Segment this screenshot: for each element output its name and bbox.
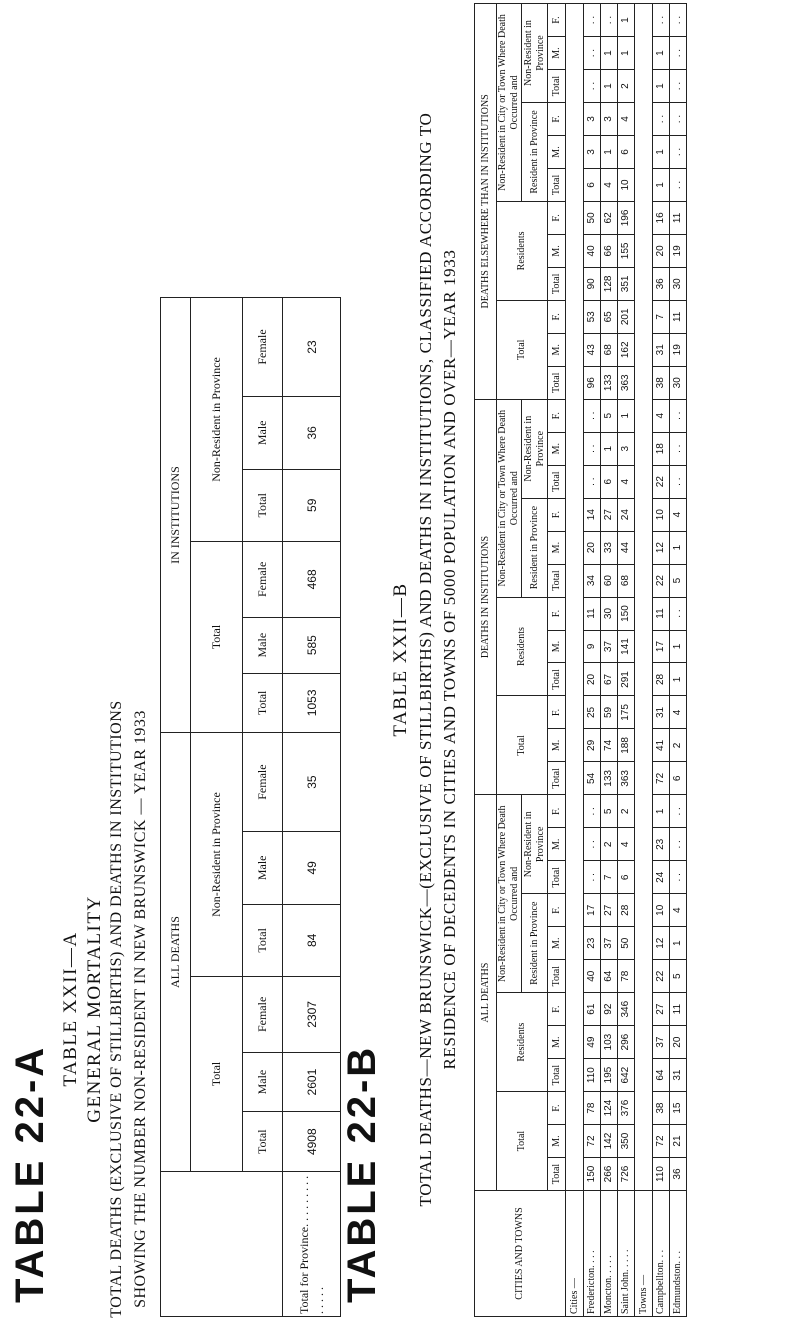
value-cell: 28 — [618, 894, 635, 927]
value-cell: 30 — [670, 267, 687, 300]
value-cell: 162 — [618, 333, 635, 366]
col-total: Total — [548, 960, 566, 993]
value-cell: 2 — [601, 828, 618, 861]
value-cell: 35 — [283, 733, 341, 832]
value-cell: 59 — [601, 696, 618, 729]
value-cell: . . — [670, 399, 687, 432]
value-cell: 351 — [618, 267, 635, 300]
value-cell: . . — [601, 4, 618, 37]
value-cell: 5 — [670, 960, 687, 993]
value-cell: 14 — [584, 498, 601, 531]
value-cell: . . — [584, 795, 601, 828]
col-m: M. — [548, 729, 566, 762]
value-cell: 29 — [584, 729, 601, 762]
value-cell: 6 — [618, 136, 635, 169]
value-cell: 4 — [670, 696, 687, 729]
value-cell: 2 — [618, 70, 635, 103]
col-f: F. — [548, 597, 566, 630]
value-cell: 6 — [670, 762, 687, 795]
value-cell: 11 — [653, 597, 670, 630]
value-cell: 1 — [653, 795, 670, 828]
value-cell: . . — [670, 4, 687, 37]
value-cell: 133 — [601, 762, 618, 795]
value-cell: 27 — [601, 498, 618, 531]
value-cell: 19 — [670, 234, 687, 267]
value-cell: . . — [584, 37, 601, 70]
value-cell: . . — [584, 432, 601, 465]
value-cell: 90 — [584, 267, 601, 300]
sub-total: Total — [497, 696, 548, 795]
value-cell: 5 — [670, 564, 687, 597]
col-male: Male — [243, 832, 283, 905]
value-cell: 20 — [584, 531, 601, 564]
value-cell: 1 — [653, 136, 670, 169]
value-cell: 34 — [584, 564, 601, 597]
value-cell: 1 — [653, 70, 670, 103]
table-b-group-institutions: DEATHS IN INSTITUTIONS — [475, 399, 497, 795]
value-cell: 49 — [584, 1026, 601, 1059]
col-f: F. — [548, 696, 566, 729]
value-cell: 291 — [618, 663, 635, 696]
col-total: Total — [548, 1059, 566, 1092]
value-cell: 5 — [601, 795, 618, 828]
value-cell: 30 — [670, 366, 687, 399]
value-cell: 36 — [670, 1158, 687, 1191]
value-cell: 20 — [584, 663, 601, 696]
value-cell: . . — [670, 103, 687, 136]
value-cell: . . — [670, 861, 687, 894]
value-cell: 10 — [653, 894, 670, 927]
value-cell: 20 — [670, 1026, 687, 1059]
table-a-stub-header — [161, 1172, 283, 1317]
value-cell: 4 — [618, 103, 635, 136]
col-m: M. — [548, 37, 566, 70]
value-cell: 72 — [584, 1125, 601, 1158]
value-cell: 1 — [601, 37, 618, 70]
value-cell: 78 — [584, 1092, 601, 1125]
value-cell: 19 — [670, 333, 687, 366]
sub-resident-province: Resident in Province — [522, 894, 548, 993]
col-total: Total — [548, 861, 566, 894]
value-cell: 6 — [601, 465, 618, 498]
value-cell: 6 — [618, 861, 635, 894]
spacer — [635, 4, 653, 1191]
value-cell: . . — [670, 795, 687, 828]
table-row — [618, 4, 635, 1317]
value-cell: 4 — [670, 498, 687, 531]
value-cell: 22 — [653, 960, 670, 993]
col-total: Total — [243, 469, 283, 541]
col-total: Total — [548, 762, 566, 795]
value-cell: 38 — [653, 1092, 670, 1125]
table-b-caption-3: RESIDENCE OF DECEDENTS IN CITIES AND TOWNS OF 5000 POPULATION AND OVER—YEAR 1933 — [440, 249, 459, 1070]
value-cell: 37 — [601, 927, 618, 960]
value-cell: 11 — [670, 993, 687, 1026]
sub-resident-province: Resident in Province — [522, 498, 548, 597]
value-cell: 1 — [618, 4, 635, 37]
spacer — [566, 4, 584, 1191]
value-cell: 27 — [653, 993, 670, 1026]
value-cell: 4 — [618, 828, 635, 861]
value-cell: 37 — [653, 1026, 670, 1059]
table-a-all-nonresident: Non-Resident in Province — [191, 733, 243, 977]
value-cell: 23 — [283, 298, 341, 397]
col-total: Total — [548, 1158, 566, 1191]
value-cell: 61 — [584, 993, 601, 1026]
value-cell: 60 — [601, 564, 618, 597]
value-cell: . . — [670, 37, 687, 70]
value-cell: 27 — [601, 894, 618, 927]
value-cell: 103 — [601, 1026, 618, 1059]
value-cell: 1 — [601, 136, 618, 169]
value-cell: 64 — [601, 960, 618, 993]
value-cell: 84 — [283, 904, 341, 976]
value-cell: 65 — [601, 300, 618, 333]
value-cell: 4 — [601, 168, 618, 201]
value-cell: 43 — [584, 333, 601, 366]
col-total: Total — [243, 673, 283, 733]
sub-nonresident-province: Non-Resident in Province — [522, 399, 548, 498]
value-cell: 188 — [618, 729, 635, 762]
value-cell: 59 — [283, 469, 341, 541]
value-cell: 3 — [601, 103, 618, 136]
table-b-column-headers — [548, 4, 566, 1317]
value-cell: 4 — [618, 465, 635, 498]
col-female: Female — [243, 733, 283, 832]
value-cell: 124 — [601, 1092, 618, 1125]
row-label: Campbellton. . . — [653, 1191, 670, 1317]
value-cell: . . — [670, 136, 687, 169]
col-f: F. — [548, 993, 566, 1026]
col-total: Total — [548, 168, 566, 201]
row-label: Fredericton. . . . — [584, 1191, 601, 1317]
value-cell: 10 — [653, 498, 670, 531]
value-cell: 3 — [584, 103, 601, 136]
table-a-group-institutions: IN INSTITUTIONS — [161, 298, 191, 733]
value-cell: 6 — [584, 168, 601, 201]
value-cell: 78 — [618, 960, 635, 993]
value-cell: 67 — [601, 663, 618, 696]
value-cell: 31 — [653, 696, 670, 729]
value-cell: 3 — [618, 432, 635, 465]
col-m: M. — [548, 828, 566, 861]
table-row — [584, 4, 601, 1317]
col-total: Total — [548, 465, 566, 498]
value-cell: 346 — [618, 993, 635, 1026]
value-cell: 12 — [653, 927, 670, 960]
table-b-badge: TABLE 22-B — [340, 1044, 384, 1303]
value-cell: . . — [653, 103, 670, 136]
table-a-caption-3: TOTAL DEATHS (EXCLUSIVE OF STILLBIRTHS) AND DEATHS IN INSTITUTIONS — [108, 700, 125, 1318]
value-cell: . . — [584, 399, 601, 432]
value-cell: 62 — [601, 201, 618, 234]
col-m: M. — [548, 1125, 566, 1158]
table-row — [601, 4, 618, 1317]
sub-nonresident-province: Non-Resident in Province — [522, 795, 548, 894]
value-cell: 5 — [601, 399, 618, 432]
sub-residents: Residents — [497, 201, 548, 300]
value-cell: 150 — [618, 597, 635, 630]
col-f: F. — [548, 795, 566, 828]
value-cell: . . — [670, 465, 687, 498]
sub-total: Total — [497, 300, 548, 399]
value-cell: 1 — [670, 663, 687, 696]
table-a-badge: TABLE 22-A — [8, 1044, 52, 1303]
value-cell: 1 — [670, 927, 687, 960]
col-female: Female — [243, 298, 283, 397]
col-total: Total — [548, 663, 566, 696]
table-a — [160, 297, 341, 1317]
value-cell: 363 — [618, 366, 635, 399]
value-cell: 2601 — [283, 1052, 341, 1112]
value-cell: 68 — [618, 564, 635, 597]
value-cell: 1 — [670, 630, 687, 663]
value-cell: 28 — [653, 663, 670, 696]
table-b-caption-2: TOTAL DEATHS—NEW BRUNSWICK—(EXCLUSIVE OF STILLBIRTHS) AND DEATHS IN INSTITUTIONS, CLASSIFIED ACCORDING TO — [416, 112, 435, 1207]
value-cell: 21 — [670, 1125, 687, 1158]
value-cell: 726 — [618, 1158, 635, 1191]
table-row — [670, 4, 687, 1317]
value-cell: 201 — [618, 300, 635, 333]
value-cell: 25 — [584, 696, 601, 729]
value-cell: 36 — [653, 267, 670, 300]
value-cell: 155 — [618, 234, 635, 267]
value-cell: 142 — [601, 1125, 618, 1158]
col-m: M. — [548, 927, 566, 960]
value-cell: 30 — [601, 597, 618, 630]
value-cell: 141 — [618, 630, 635, 663]
value-cell: 66 — [601, 234, 618, 267]
col-female: Female — [243, 541, 283, 617]
col-m: M. — [548, 234, 566, 267]
value-cell: 74 — [601, 729, 618, 762]
value-cell: 110 — [653, 1158, 670, 1191]
value-cell: 11 — [584, 597, 601, 630]
value-cell: 9 — [584, 630, 601, 663]
value-cell: 16 — [653, 201, 670, 234]
value-cell: 195 — [601, 1059, 618, 1092]
sub-nonresident-city: Non-Resident in City or Town Where Death Occurred and — [497, 795, 522, 993]
group-label-cities: Cities — — [566, 1191, 584, 1317]
table-b-group-elsewhere: DEATHS ELSEWHERE THAN IN INSTITUTIONS — [475, 4, 497, 400]
value-cell: 44 — [618, 531, 635, 564]
table-a-caption-2: GENERAL MORTALITY — [84, 895, 105, 1123]
value-cell: 24 — [653, 861, 670, 894]
value-cell: . . — [670, 597, 687, 630]
col-f: F. — [548, 103, 566, 136]
sub-nonresident-city: Non-Resident in City or Town Where Death Occurred and — [497, 399, 522, 597]
value-cell: 642 — [618, 1059, 635, 1092]
col-total: Total — [243, 904, 283, 976]
value-cell: 7 — [653, 300, 670, 333]
value-cell: 11 — [670, 201, 687, 234]
value-cell: 96 — [584, 366, 601, 399]
value-cell: 38 — [653, 366, 670, 399]
table-b — [474, 3, 687, 1317]
value-cell: 18 — [653, 432, 670, 465]
value-cell: 1 — [618, 37, 635, 70]
table-a-inst-total: Total — [191, 541, 243, 732]
value-cell: . . — [584, 861, 601, 894]
value-cell: 53 — [584, 300, 601, 333]
value-cell: 4 — [670, 894, 687, 927]
value-cell: 7 — [601, 861, 618, 894]
value-cell: 468 — [283, 541, 341, 617]
value-cell: 31 — [653, 333, 670, 366]
value-cell: 40 — [584, 960, 601, 993]
col-f: F. — [548, 399, 566, 432]
value-cell: 50 — [584, 201, 601, 234]
value-cell: 150 — [584, 1158, 601, 1191]
value-cell: 3 — [584, 136, 601, 169]
value-cell: 12 — [653, 531, 670, 564]
col-male: Male — [243, 1052, 283, 1112]
value-cell: 40 — [584, 234, 601, 267]
value-cell: 1 — [618, 399, 635, 432]
value-cell: . . — [584, 70, 601, 103]
col-total: Total — [548, 366, 566, 399]
value-cell: . . — [670, 70, 687, 103]
value-cell: 266 — [601, 1158, 618, 1191]
value-cell: 350 — [618, 1125, 635, 1158]
value-cell: 33 — [601, 531, 618, 564]
col-f: F. — [548, 1092, 566, 1125]
value-cell: 133 — [601, 366, 618, 399]
col-m: M. — [548, 432, 566, 465]
col-male: Male — [243, 617, 283, 673]
value-cell: 54 — [584, 762, 601, 795]
value-cell: 1 — [601, 70, 618, 103]
value-cell: 41 — [653, 729, 670, 762]
value-cell: 36 — [283, 397, 341, 470]
value-cell: 92 — [601, 993, 618, 1026]
value-cell: 11 — [670, 300, 687, 333]
col-total: Total — [548, 564, 566, 597]
value-cell: 23 — [584, 927, 601, 960]
col-total: Total — [548, 267, 566, 300]
value-cell: 175 — [618, 696, 635, 729]
value-cell: 363 — [618, 762, 635, 795]
col-female: Female — [243, 976, 283, 1052]
col-male: Male — [243, 397, 283, 470]
value-cell: 1 — [670, 531, 687, 564]
value-cell: 17 — [584, 894, 601, 927]
table-row — [283, 298, 341, 1317]
col-total: Total — [548, 70, 566, 103]
col-m: M. — [548, 136, 566, 169]
value-cell: 196 — [618, 201, 635, 234]
col-m: M. — [548, 333, 566, 366]
value-cell: . . — [584, 828, 601, 861]
col-m: M. — [548, 630, 566, 663]
sub-residents: Residents — [497, 597, 548, 696]
value-cell: 1053 — [283, 673, 341, 733]
value-cell: . . — [670, 828, 687, 861]
col-m: M. — [548, 531, 566, 564]
value-cell: 1 — [601, 432, 618, 465]
row-label: Total for Province. . . . . . . . . . . . . . — [283, 1172, 341, 1317]
value-cell: 72 — [653, 1125, 670, 1158]
value-cell: 17 — [653, 630, 670, 663]
row-label: Moncton. . . . . — [601, 1191, 618, 1317]
col-f: F. — [548, 498, 566, 531]
value-cell: 64 — [653, 1059, 670, 1092]
value-cell: 15 — [670, 1092, 687, 1125]
value-cell: 1 — [653, 37, 670, 70]
value-cell: . . — [670, 168, 687, 201]
col-f: F. — [548, 894, 566, 927]
value-cell: 31 — [670, 1059, 687, 1092]
value-cell: 37 — [601, 630, 618, 663]
value-cell: 2 — [618, 795, 635, 828]
col-total: Total — [243, 1112, 283, 1172]
value-cell: . . — [670, 432, 687, 465]
table-a-inst-nonresident: Non-Resident in Province — [191, 298, 243, 542]
value-cell: 128 — [601, 267, 618, 300]
value-cell: 24 — [618, 498, 635, 531]
value-cell: 4908 — [283, 1112, 341, 1172]
value-cell: 110 — [584, 1059, 601, 1092]
sub-residents: Residents — [497, 993, 548, 1092]
table-a-all-total: Total — [191, 976, 243, 1171]
value-cell: 49 — [283, 832, 341, 905]
sub-nonresident-province: Non-Resident in Province — [522, 4, 548, 103]
sub-resident-province: Resident in Province — [522, 103, 548, 202]
group-label-towns: Towns — — [635, 1191, 653, 1317]
col-f: F. — [548, 4, 566, 37]
sub-total: Total — [497, 1092, 548, 1191]
value-cell: 20 — [653, 234, 670, 267]
row-label: Edmundston. . . — [670, 1191, 687, 1317]
table-b-group-all-deaths: ALL DEATHS — [475, 795, 497, 1191]
value-cell: 1 — [653, 168, 670, 201]
col-m: M. — [548, 1026, 566, 1059]
table-a-caption-1: TABLE XXII—A — [60, 931, 81, 1087]
table-b-stub-header: CITIES AND TOWNS — [475, 1191, 566, 1317]
table-a-caption-4: SHOWING THE NUMBER NON-RESIDENT IN NEW BRUNSWICK — YEAR 1933 — [132, 710, 149, 1308]
row-label: Saint John. . . . . — [618, 1191, 635, 1317]
value-cell: 376 — [618, 1092, 635, 1125]
value-cell: 72 — [653, 762, 670, 795]
value-cell: 296 — [618, 1026, 635, 1059]
value-cell: 585 — [283, 617, 341, 673]
value-cell: . . — [584, 4, 601, 37]
value-cell: . . — [653, 4, 670, 37]
value-cell: . . — [584, 465, 601, 498]
table-a-group-all-deaths: ALL DEATHS — [161, 733, 191, 1172]
value-cell: 4 — [653, 399, 670, 432]
value-cell: 22 — [653, 465, 670, 498]
col-f: F. — [548, 201, 566, 234]
table-b-caption-1: TABLE XXII—B — [390, 582, 411, 737]
value-cell: 2 — [670, 729, 687, 762]
value-cell: 10 — [618, 168, 635, 201]
value-cell: 22 — [653, 564, 670, 597]
sub-nonresident-city: Non-Resident in City or Town Where Death Occurred and — [497, 4, 522, 202]
value-cell: 23 — [653, 828, 670, 861]
value-cell: 68 — [601, 333, 618, 366]
value-cell: 2307 — [283, 976, 341, 1052]
value-cell: 50 — [618, 927, 635, 960]
col-f: F. — [548, 300, 566, 333]
table-row — [653, 4, 670, 1317]
